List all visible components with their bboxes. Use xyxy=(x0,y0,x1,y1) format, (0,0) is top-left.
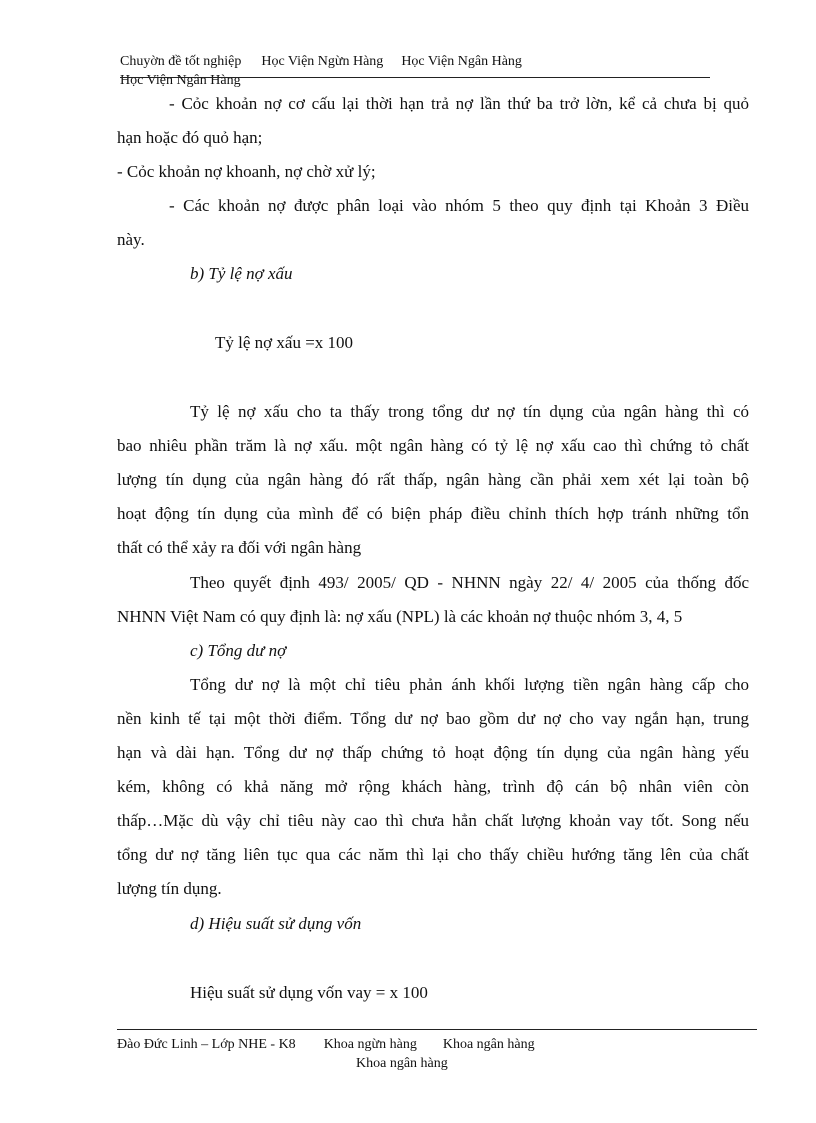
text-line: - Cỏc khoản nợ khoanh, nợ chờ xử lý; xyxy=(117,162,376,181)
text-line: Tỷ lệ nợ xấu cho ta thấy trong tổng dư nợ tín dụng của ngân hàng thì có xyxy=(190,402,749,421)
text-line: - Cỏc khoản nợ cơ cấu lại thời hạn trả nợ lần thứ ba trở lờn, kể cả chưa bị quỏ xyxy=(169,94,749,113)
header-title: Chuyờn đề tốt nghiệp xyxy=(120,54,242,69)
text-line: Tổng dư nợ là một chỉ tiêu phản ánh khối lượng tiền ngân hàng cấp cho xyxy=(190,675,749,694)
text-line: hạn và dài hạn. Tổng dư nợ thấp chứng tỏ hoạt động tín dụng của ngân hàng yếu xyxy=(117,743,749,762)
text-line: nền kinh tế tại một thời điểm. Tổng dư nợ bao gồm dư nợ cho vay ngắn hạn, trung xyxy=(117,709,749,728)
text-line: hạn hoặc đó quỏ hạn; xyxy=(117,128,263,147)
section-heading-d: d) Hiệu suất sử dụng vốn xyxy=(190,914,362,933)
text-line: bao nhiêu phần trăm là nợ xấu. một ngân hàng có tỷ lệ nợ xấu cao thì chứng tỏ chất xyxy=(117,436,749,455)
footer-dept-1: Khoa ngừn hàng xyxy=(323,1037,417,1052)
formula-npl-ratio: Tỷ lệ nợ xấu =x 100 xyxy=(215,333,354,352)
header-school-1: Học Viện Ngừn Hàng xyxy=(261,54,384,69)
text-line: thất có thể xảy ra đối với ngân hàng xyxy=(117,538,362,557)
text-line: thấp…Mặc dù vậy chỉ tiêu này cao thì chưa hẳn chất lượng khoản vay tốt. Song nếu xyxy=(117,811,749,830)
footer-rule xyxy=(117,1029,757,1030)
text-line: hoạt động tín dụng của mình để có biện pháp điều chỉnh thích hợp tránh những tổn xyxy=(117,504,749,523)
text-line: Theo quyết định 493/ 2005/ QD - NHNN ngày 22/ 4/ 2005 của thống đốc xyxy=(190,573,749,592)
text-line: kém, không có khả năng mở rộng khách hàng, trình độ cán bộ nhân viên còn xyxy=(117,777,749,796)
header-rule xyxy=(120,77,710,78)
text-line: NHNN Việt Nam có quy định là: nợ xấu (NPL) là các khoản nợ thuộc nhóm 3, 4, 5 xyxy=(117,607,683,626)
section-heading-b: b) Tỷ lệ nợ xấu xyxy=(190,264,293,283)
footer-line xyxy=(117,1036,535,1054)
formula-capital-efficiency: Hiệu suất sử dụng vốn vay = x 100 xyxy=(190,983,428,1002)
header-school-2: Học Viện Ngân Hàng xyxy=(401,54,522,69)
text-line: lượng tín dụng của ngân hàng đó rất thấp, ngân hàng cần phải xem xét lại toàn bộ xyxy=(117,470,749,489)
footer-dept-3: Khoa ngân hàng xyxy=(356,1056,448,1071)
text-line: tổng dư nợ tăng liên tục qua các năm thì lại cho thấy chiều hướng tăng lên của chất xyxy=(117,845,749,864)
text-line: - Các khoản nợ được phân loại vào nhóm 5 theo quy định tại Khoản 3 Điều xyxy=(169,196,749,215)
text-line: này. xyxy=(117,230,145,249)
footer-author: Đào Đức Linh – Lớp NHE - K8 xyxy=(117,1037,296,1052)
header-line xyxy=(120,53,522,71)
text-line: lượng tín dụng. xyxy=(117,879,222,898)
section-heading-c: c) Tổng dư nợ xyxy=(190,641,287,660)
header-school-3: Học Viện Ngân Hàng xyxy=(120,73,241,88)
footer-dept-2: Khoa ngân hàng xyxy=(442,1037,535,1052)
